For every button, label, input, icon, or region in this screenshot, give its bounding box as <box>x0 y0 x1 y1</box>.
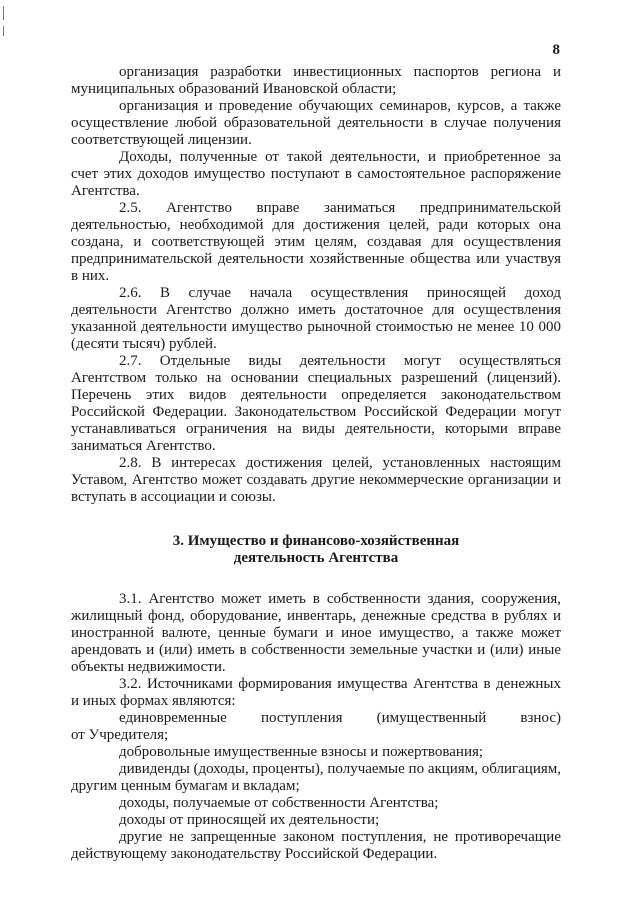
receipts-word: (имущественный <box>376 710 487 726</box>
source-item: доходы, получаемые от собственности Агентства; <box>119 795 439 811</box>
source-item: доходы от приносящей их деятельности; <box>119 812 380 828</box>
scan-edge-mark <box>3 26 4 36</box>
source-item: добровольные имущественные взносы и пожертвования; <box>119 744 484 760</box>
section-heading-line: 3. Имущество и финансово-хозяйственная <box>172 533 460 549</box>
section-heading <box>71 533 561 567</box>
clause-2-7: 2.7. Отдельные виды деятельности могут осуществляться Агентством только на основании специальных разрешений (лицензий). Перечень этих видов деятельности определяется законодательством Российской Федерации. Законодательством Российской Федерации могут устанавливаться ограничения на виды деятельности, которыми вправе заниматься Агентство. <box>71 353 561 454</box>
scan-edge-mark <box>3 6 4 20</box>
source-item: другие не запрещенные законом поступления, не противоречащие действующему законодательству Российской Федерации. <box>71 829 561 862</box>
document-body <box>71 64 561 863</box>
clause-3-1: 3.1. Агентство может иметь в собственности здания, сооружения, жилищный фонд, оборудование, инвентарь, денежные средства в рублях и иностранной валюте, ценные бумаги и иное имущество, а также может арендовать и (или) иметь в собственности земельные участки и (или) иные объекты недвижимости. <box>71 591 561 675</box>
source-item: дивиденды (доходы, проценты), получаемые по акциям, облигациям, другим ценным бумагам и вкладам; <box>71 761 561 794</box>
section-heading-line: деятельность Агентства <box>233 550 399 566</box>
page-number: 8 <box>552 42 560 58</box>
clause-2-6: 2.6. В случае начала осуществления приносящей доход деятельности Агентство должно иметь достаточное для осуществления указанной деятельности имущество рыночной стоимостью не менее 10 000 (десяти тысяч) рублей. <box>71 285 561 352</box>
clause-3-2: 3.2. Источниками формирования имущества Агентства в денежных и иных формах являются: <box>71 676 561 709</box>
paragraph: организация разработки инвестиционных паспортов региона и муниципальных образований Ивановской области; <box>71 64 561 97</box>
receipts-line <box>71 710 561 727</box>
clause-2-5: 2.5. Агентство вправе заниматься предпринимательской деятельностью, необходимой для достижения целей, ради которых она создана, и соответствующей этим целям, создавая для осуществления предпринимательской деятельности хозяйственные общества или участвуя в них. <box>71 200 561 284</box>
receipts-word: единовременные <box>119 710 227 726</box>
receipts-word: взнос) <box>520 710 561 726</box>
receipts-continuation: от Учредителя; <box>71 727 169 743</box>
clause-2-8: 2.8. В интересах достижения целей, установленных настоящим Уставом, Агентство может создавать другие некоммерческие организации и вступать в ассоциации и союзы. <box>71 455 561 505</box>
paragraph: организация и проведение обучающих семинаров, курсов, а также осуществление любой образовательной деятельности в случае получения соответствующей лицензии. <box>71 98 561 148</box>
paragraph: Доходы, полученные от такой деятельности, и приобретенное за счет этих доходов имущество поступают в самостоятельное распоряжение Агентства. <box>71 149 561 199</box>
receipts-word: поступления <box>260 710 343 726</box>
